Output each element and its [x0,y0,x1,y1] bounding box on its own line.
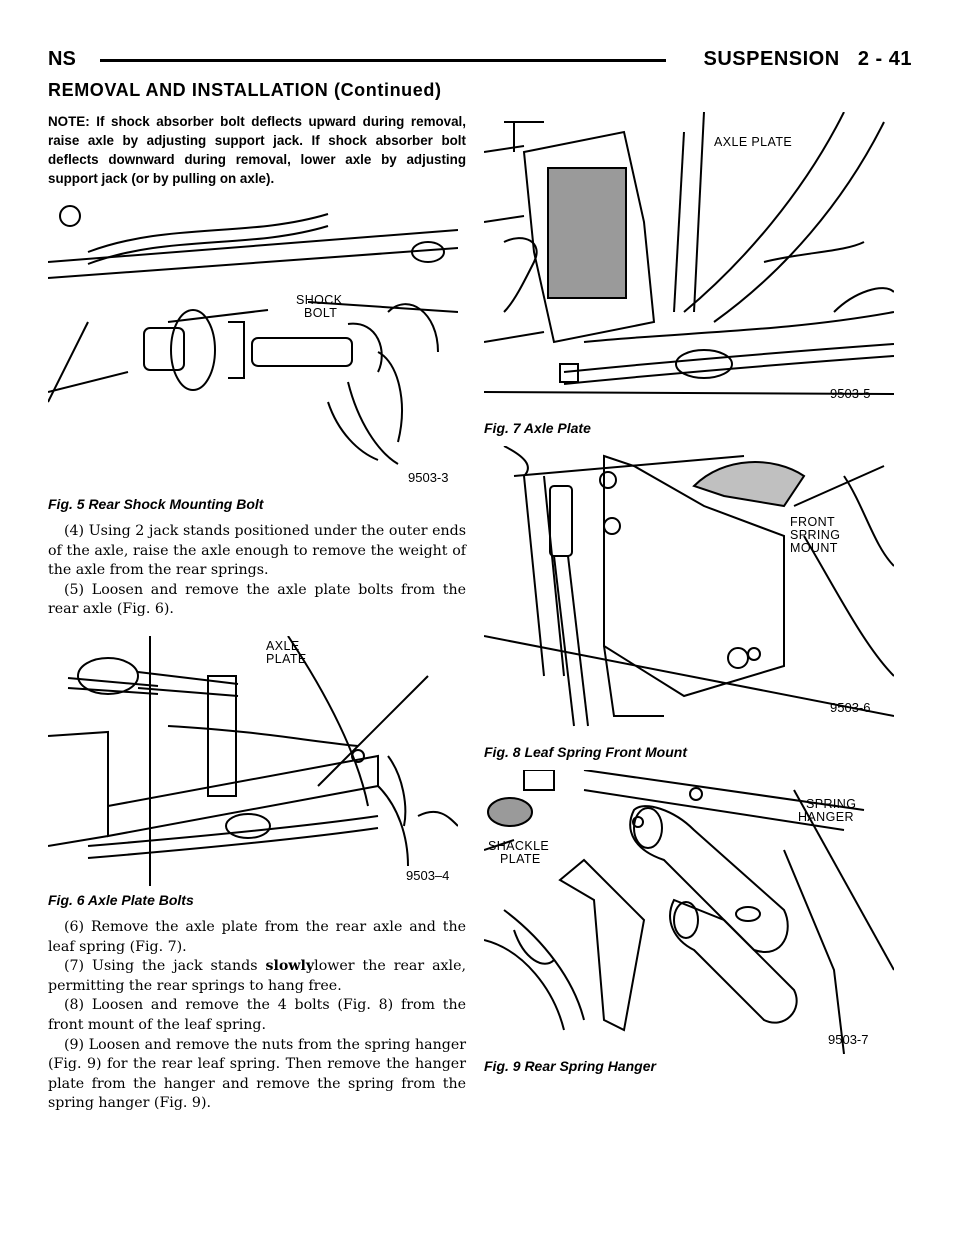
figure-5 [48,202,466,490]
left-column [48,112,466,1114]
figure-9 [484,770,894,1054]
fig5-label [296,294,342,320]
figure-6 [48,636,466,886]
fig8-label-line3: MOUNT [790,541,838,555]
step-8: (8) Loosen and remove the 4 bolts (Fig. 8) from the front mount of the leaf spring. [48,997,466,1033]
fig9-shackle-label [488,840,549,866]
fig7-caption: Fig. 7 Axle Plate [484,420,591,436]
fig5-code: 9503-3 [408,470,449,485]
fig6-label-line2: PLATE [266,651,307,666]
fig9-caption: Fig. 9 Rear Spring Hanger [484,1058,656,1074]
section-title [704,48,912,71]
fig9-hanger-label [798,798,856,824]
fig8-label [790,516,840,555]
step-4: (4) Using 2 jack stands positioned under the outer ends of the axle, raise the axle enough to remove the weight of the axle from the rear springs. [48,523,466,579]
subheader: REMOVAL AND INSTALLATION (Continued) [48,80,442,100]
fig5-illustration [48,202,458,482]
fig7-label: AXLE PLATE [714,135,793,149]
step-6: (6) Remove the axle plate from the rear axle and the leaf spring (Fig. 7). [48,918,466,955]
fig8-illustration [484,446,894,736]
fig6-illustration [48,636,458,886]
step-9: (9) Loosen and remove the nuts from the spring hanger (Fig. 9) for the rear leaf spring. Then remove the hanger plate from the hanger and remove the spring from the spring hanger (Fig. 9). [48,1036,466,1112]
step-7-part1: (7) Using the jack stands [64,958,266,975]
fig8-label-line1: FRONT [790,515,836,529]
fig9-shackle-line1: SHACKLE [488,839,550,853]
model-code: NS [48,48,76,70]
fig8-code: 9503-6 [830,700,871,715]
page-number: 2 - 41 [857,48,912,70]
section-name: SUSPENSION [703,48,840,70]
fig7-code: 9503-5 [830,386,871,401]
step-5: (5) Loosen and remove the axle plate bolts from the rear axle (Fig. 6). [48,581,466,618]
fig9-hanger-line2: HANGER [798,810,854,824]
figure-7 [484,112,894,408]
fig5-label-line2: BOLT [304,306,338,320]
step-7-part2: lower the rear axle, permitting the rear springs to hang free. [48,958,466,994]
fig6-code: 9503–4 [406,867,450,883]
steps-left-2 [48,918,466,1114]
step-7 [48,957,466,996]
step-7-emphasis: slowly [265,958,315,975]
fig6-caption: Fig. 6 Axle Plate Bolts [48,891,194,908]
fig8-label-line2: SPRING [790,528,841,542]
fig5-label-line1: SHOCK [296,293,343,307]
note-text: NOTE: If shock absorber bolt deflects upward during removal, raise axle by adjusting support jack. If shock absorber bolt deflects downward during removal, lower axle by adjusting support jack (or by pulling on axle). [48,114,466,186]
fig5-caption: Fig. 5 Rear Shock Mounting Bolt [48,496,264,512]
steps-left-1 [48,522,466,620]
fig9-shackle-line2: PLATE [500,852,541,866]
header-rule [100,59,666,62]
fig8-caption: Fig. 8 Leaf Spring Front Mount [484,744,687,760]
fig9-hanger-line1: SPRING [806,797,857,811]
right-column [484,112,894,1074]
fig6-label-line1: AXLE [266,638,300,653]
figure-8 [484,446,894,736]
fig6-label [266,640,307,666]
page-header [48,42,912,78]
fig7-illustration [484,112,894,408]
fig9-code: 9503-7 [828,1032,869,1047]
